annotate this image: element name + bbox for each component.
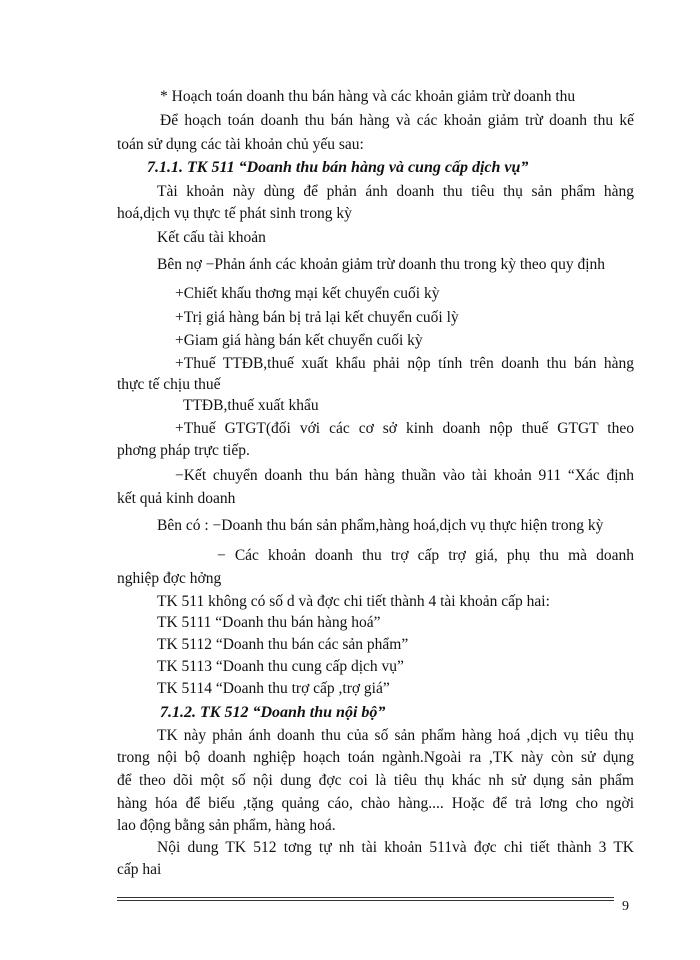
section-heading-7-1-2: 7.1.2. TK 512 “Doanh thu nội bộ” [160, 704, 386, 721]
account-item: TK 5111 “Doanh thu bán hàng hoá” [157, 614, 381, 631]
paragraph-line: Kết cấu tài khoản [157, 229, 266, 246]
paragraph-line: Nội dung TK 512 tơng tự nh tài khoản 511và đợc chi tiết thành 3 TK [157, 839, 634, 856]
list-item: +Chiết khấu thơng mại kết chuyển cuối kỳ [175, 285, 440, 302]
page-number: 9 [622, 899, 629, 914]
paragraph-line: cấp hai [117, 861, 162, 878]
paragraph-line: Bên nợ −Phản ánh các khoản giảm trừ doanh thu trong kỳ theo quy định [157, 256, 606, 273]
list-item: − Các khoản doanh thu trợ cấp trợ giá, phụ thu mà doanh [217, 547, 634, 564]
paragraph-line: toán sử dụng các tài khoản chủ yếu sau: [117, 136, 364, 153]
account-item: TK 5113 “Doanh thu cung cấp dịch vụ” [157, 658, 404, 675]
paragraph-line: Tài khoản này dùng để phản ánh doanh thu tiêu thụ sản phẩm hàng [157, 183, 634, 200]
list-item-continuation: kết quả kinh doanh [117, 490, 236, 507]
paragraph-line: trong nội bộ doanh nghiệp hoạch toán ngành.Ngoài ra ,TK này còn sử dụng [117, 749, 634, 766]
list-item-continuation: TTĐB,thuế xuất khẩu [183, 397, 319, 414]
paragraph-line: để theo dõi một số nội dung đợc coi là tiêu thụ khác nh sử dụng sản phẩm [117, 772, 634, 789]
paragraph-line: Bên có : −Doanh thu bán sản phẩm,hàng hoá,dịch vụ thực hiện trong kỳ [157, 517, 604, 534]
paragraph-line: TK này phản ánh doanh thu của số sản phẩm hàng hoá ,dịch vụ tiêu thụ [157, 727, 634, 744]
account-item: TK 5112 “Doanh thu bán các sản phẩm” [157, 636, 409, 653]
list-item: +Giam giá hàng bán kết chuyển cuối kỳ [175, 332, 423, 349]
account-item: TK 5114 “Doanh thu trợ cấp ,trợ giá” [157, 680, 390, 697]
section-bullet-heading: * Hoạch toán doanh thu bán hàng và các khoản giảm trừ doanh thu [160, 88, 576, 105]
paragraph-line: lao động bằng sản phẩm, hàng hoá. [117, 817, 336, 834]
list-item: +Thuế TTĐB,thuế xuất khẩu phải nộp tính trên doanh thu bán hàng [175, 355, 634, 372]
section-heading-7-1-1: 7.1.1. TK 511 “Doanh thu bán hàng và cung cấp dịch vụ” [147, 159, 529, 176]
paragraph-line: hàng hóa để biếu ,tặng quảng cáo, chào hàng.... Hoặc để trả lơng cho ngời [117, 795, 634, 812]
paragraph-line: hoá,dịch vụ thực tế phát sinh trong kỳ [117, 205, 352, 222]
list-item-continuation: nghiệp đợc hởng [117, 570, 222, 587]
list-item: +Trị giá hàng bán bị trả lại kết chuyển cuối lỳ [175, 309, 459, 326]
list-item: +Thuế GTGT(đối với các cơ sở kinh doanh nộp thuế GTGT theo [175, 420, 634, 437]
list-item-continuation: thực tế chịu thuế [117, 376, 221, 393]
list-item: −Kết chuyển doanh thu bán hàng thuần vào tài khoản 911 “Xác định [175, 467, 634, 484]
paragraph-line: TK 511 không có số d và đợc chi tiết thành 4 tài khoản cấp hai: [157, 593, 550, 610]
footer-rule-top [117, 897, 614, 898]
list-item-continuation: phơng pháp trực tiếp. [117, 442, 250, 459]
paragraph-line: Để hoạch toán doanh thu bán hàng và các khoản giảm trừ doanh thu kế [160, 112, 634, 129]
footer-rule-bottom [117, 900, 614, 901]
